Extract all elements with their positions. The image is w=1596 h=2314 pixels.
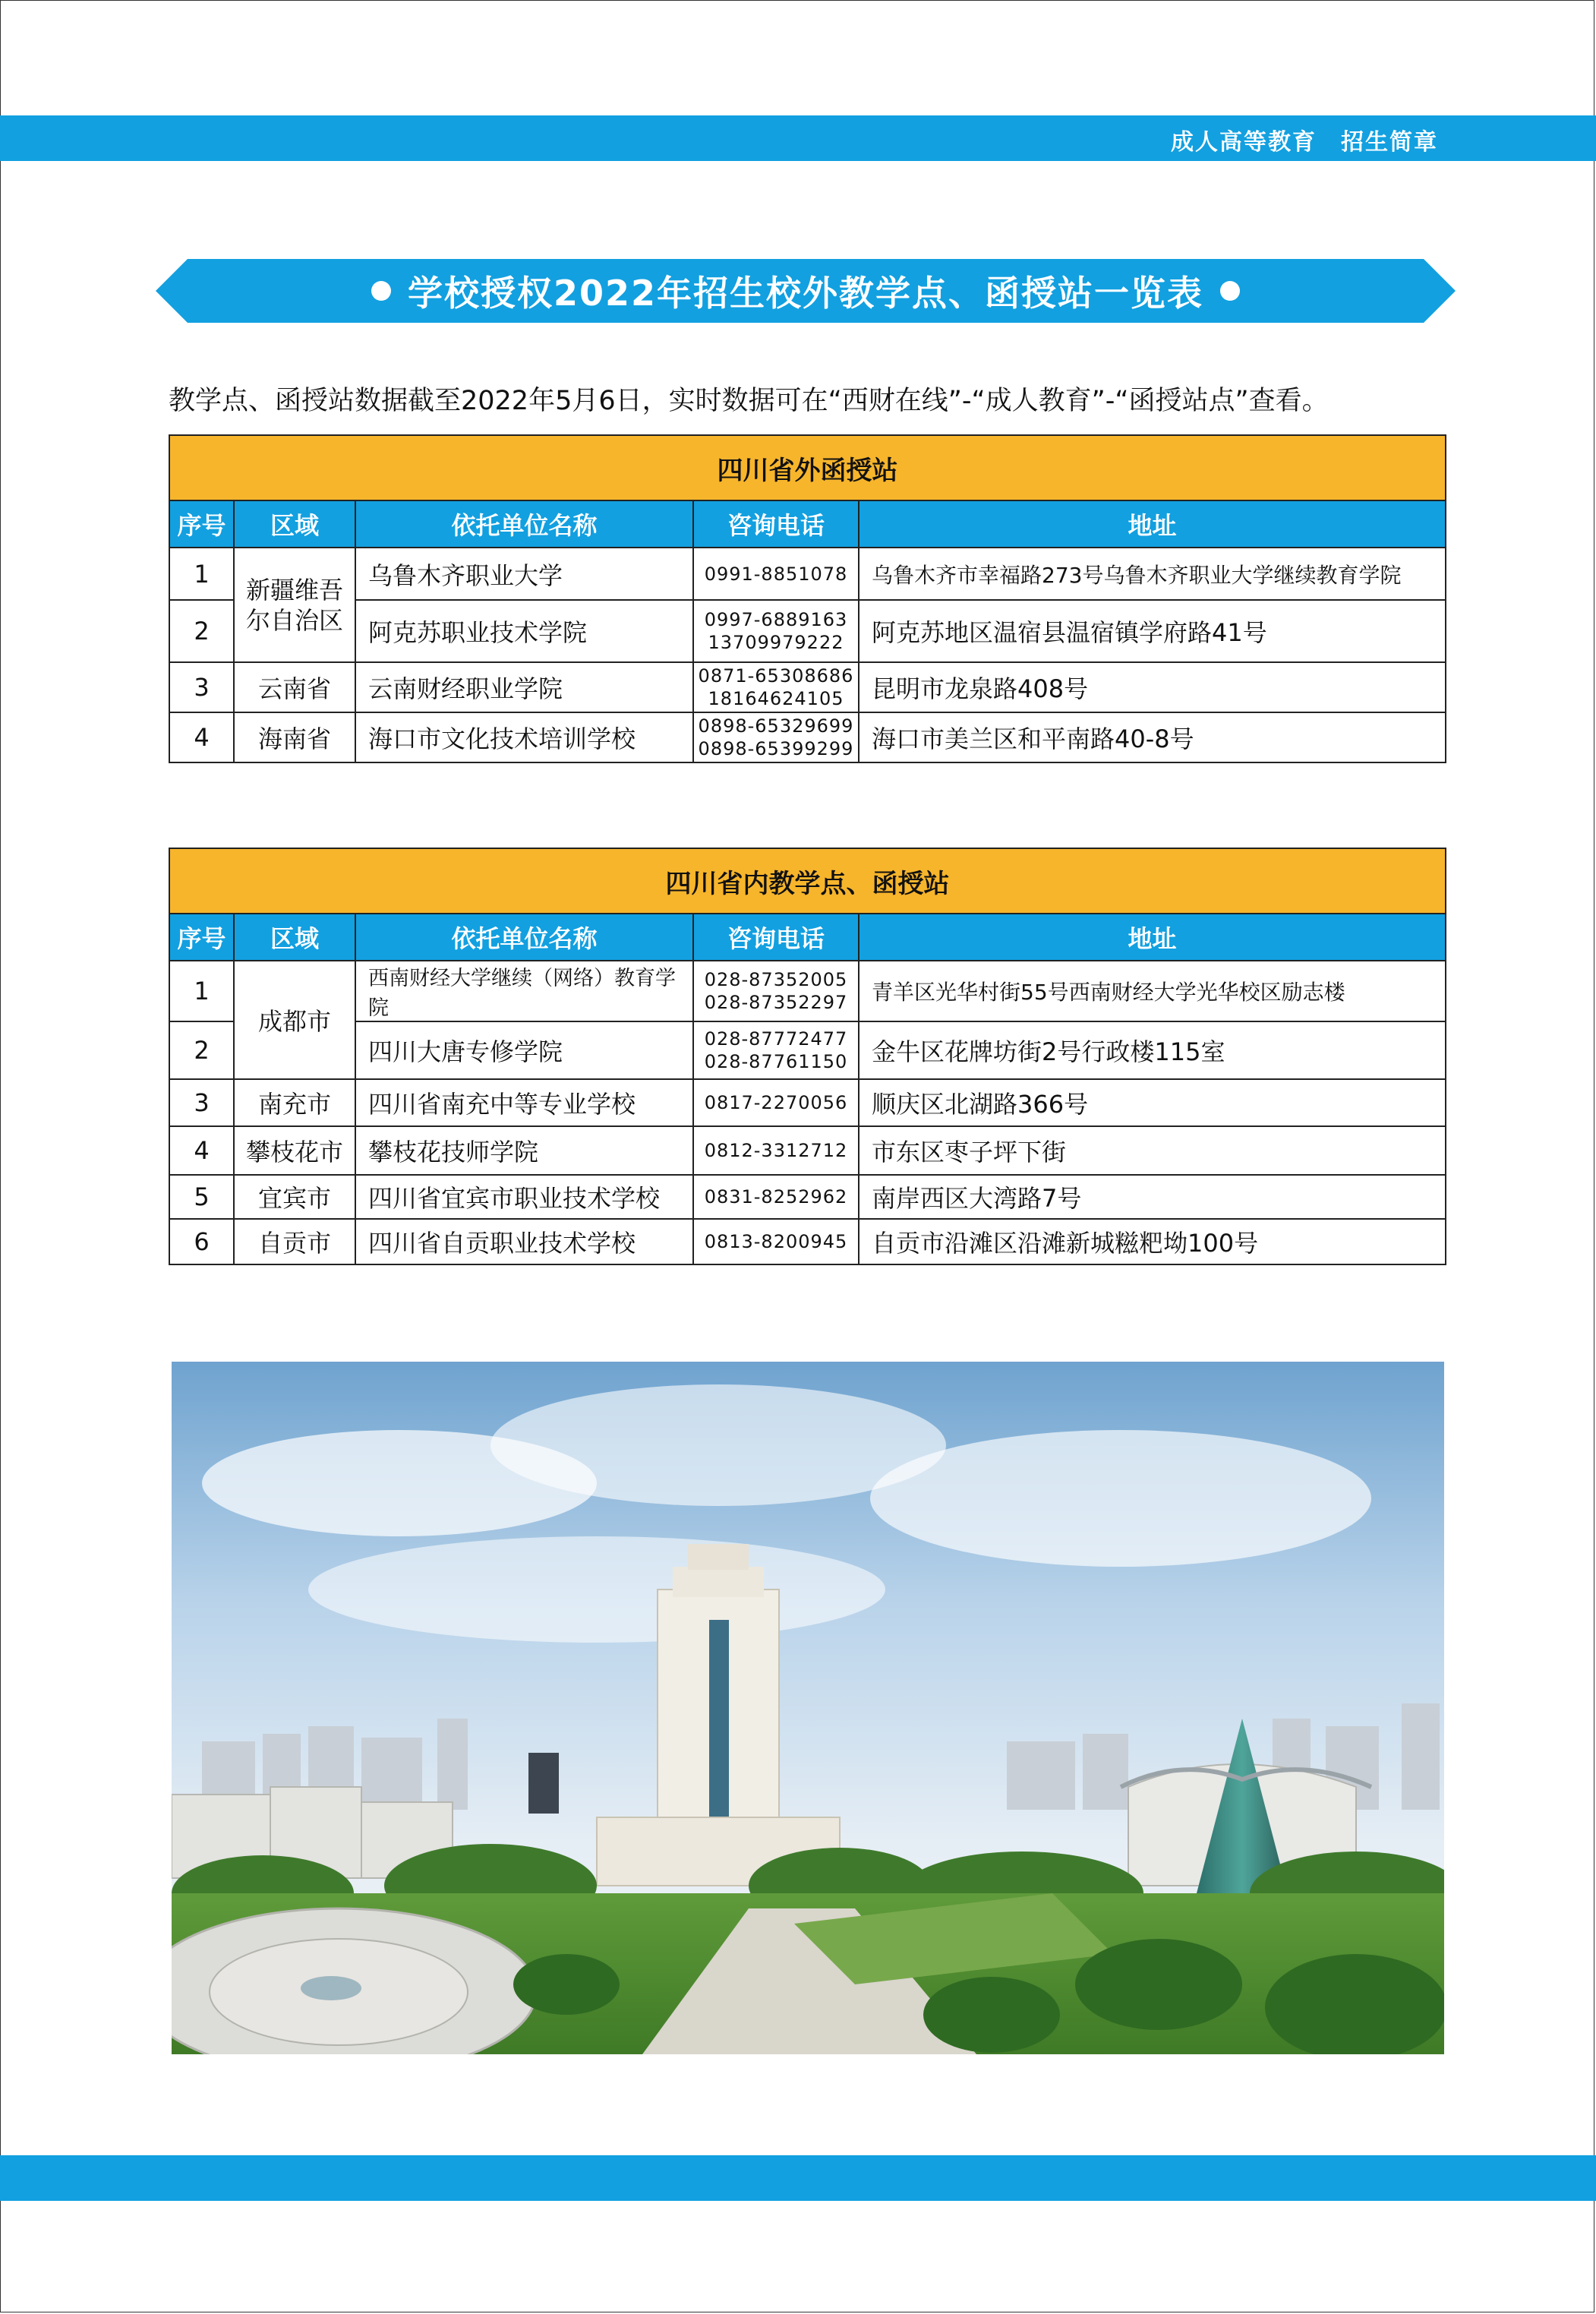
campus-photo — [172, 1362, 1444, 2054]
row-no: 2 — [169, 1021, 234, 1079]
row-no: 3 — [169, 1079, 234, 1126]
col-header-region: 区域 — [234, 500, 355, 548]
table-caption: 四川省外函授站 — [169, 435, 1446, 500]
table-row — [169, 548, 1446, 600]
row-phone: 0812-3312712 — [693, 1126, 859, 1175]
outside-province-table — [169, 434, 1446, 763]
col-header-unit: 依托单位名称 — [355, 500, 693, 548]
data-note: 教学点、函授站数据截至2022年5月6日，实时数据可在“西财在线”-“成人教育”-“函授站点”查看。 — [169, 386, 1329, 416]
col-header-no: 序号 — [169, 914, 234, 961]
col-header-address: 地址 — [859, 500, 1446, 548]
table-row — [169, 1175, 1446, 1219]
campus-panorama-image — [172, 1362, 1444, 2054]
row-unit: 阿克苏职业技术学院 — [355, 600, 693, 662]
header-band-text: 成人高等教育 招生简章 — [1171, 129, 1438, 156]
table-row — [169, 712, 1446, 762]
row-no: 6 — [169, 1219, 234, 1264]
row-unit: 四川大唐专修学院 — [355, 1021, 693, 1079]
row-phone: 028-87772477 028-87761150 — [693, 1021, 859, 1079]
inside-province-table — [169, 848, 1446, 1265]
title-banner — [156, 259, 1456, 323]
row-phone: 0991-8851078 — [693, 548, 859, 600]
row-no: 4 — [169, 1126, 234, 1175]
table-row — [169, 961, 1446, 1021]
row-address: 南岸西区大湾路7号 — [859, 1175, 1446, 1219]
row-unit: 四川省自贡职业技术学校 — [355, 1219, 693, 1264]
row-address: 青羊区光华村街55号西南财经大学光华校区励志楼 — [859, 961, 1446, 1021]
row-address: 市东区枣子坪下街 — [859, 1126, 1446, 1175]
table-row — [169, 1021, 1446, 1079]
col-header-region: 区域 — [234, 914, 355, 961]
row-no: 2 — [169, 600, 234, 662]
col-header-no: 序号 — [169, 500, 234, 548]
table-row — [169, 1079, 1446, 1126]
table-row — [169, 662, 1446, 712]
row-phone: 0831-8252962 — [693, 1175, 859, 1219]
row-region: 宜宾市 — [234, 1175, 355, 1219]
row-no: 3 — [169, 662, 234, 712]
row-address: 阿克苏地区温宿县温宿镇学府路41号 — [859, 600, 1446, 662]
col-header-phone: 咨询电话 — [693, 914, 859, 961]
row-unit: 海口市文化技术培训学校 — [355, 712, 693, 762]
page-title: 学校授权2022年招生校外教学点、函授站一览表 — [407, 273, 1204, 314]
row-region: 海南省 — [234, 712, 355, 762]
table-row — [169, 600, 1446, 662]
row-phone: 0997-6889163 13709979222 — [693, 600, 859, 662]
row-address: 自贡市沿滩区沿滩新城糍粑坳100号 — [859, 1219, 1446, 1264]
table-caption: 四川省内教学点、函授站 — [169, 848, 1446, 914]
row-no: 5 — [169, 1175, 234, 1219]
row-phone: 0813-8200945 — [693, 1219, 859, 1264]
row-region: 攀枝花市 — [234, 1126, 355, 1175]
row-unit: 乌鲁木齐职业大学 — [355, 548, 693, 600]
row-address: 乌鲁木齐市幸福路273号乌鲁木齐职业大学继续教育学院 — [859, 548, 1446, 600]
row-unit: 云南财经职业学院 — [355, 662, 693, 712]
row-unit: 攀枝花技师学院 — [355, 1126, 693, 1175]
col-header-phone: 咨询电话 — [693, 500, 859, 548]
col-header-address: 地址 — [859, 914, 1446, 961]
row-phone: 0898-65329699 0898-65399299 — [693, 712, 859, 762]
row-address: 顺庆区北湖路366号 — [859, 1079, 1446, 1126]
row-region: 成都市 — [234, 961, 355, 1079]
row-no: 1 — [169, 548, 234, 600]
title-bullet-left — [371, 281, 391, 301]
footer-band — [0, 2155, 1596, 2201]
row-phone: 028-87352005 028-87352297 — [693, 961, 859, 1021]
title-bullet-right — [1220, 281, 1240, 301]
table-row — [169, 1126, 1446, 1175]
row-no: 1 — [169, 961, 234, 1021]
col-header-unit: 依托单位名称 — [355, 914, 693, 961]
row-region: 南充市 — [234, 1079, 355, 1126]
row-unit: 西南财经大学继续（网络）教育学院 — [355, 961, 693, 1021]
table-row — [169, 1219, 1446, 1264]
header-band — [0, 115, 1596, 161]
row-region: 自贡市 — [234, 1219, 355, 1264]
row-address: 金牛区花牌坊街2号行政楼115室 — [859, 1021, 1446, 1079]
row-address: 昆明市龙泉路408号 — [859, 662, 1446, 712]
row-unit: 四川省南充中等专业学校 — [355, 1079, 693, 1126]
row-unit: 四川省宜宾市职业技术学校 — [355, 1175, 693, 1219]
row-region: 新疆维吾尔自治区 — [234, 548, 355, 662]
row-phone: 0871-65308686 18164624105 — [693, 662, 859, 712]
row-no: 4 — [169, 712, 234, 762]
row-address: 海口市美兰区和平南路40-8号 — [859, 712, 1446, 762]
row-phone: 0817-2270056 — [693, 1079, 859, 1126]
row-region: 云南省 — [234, 662, 355, 712]
